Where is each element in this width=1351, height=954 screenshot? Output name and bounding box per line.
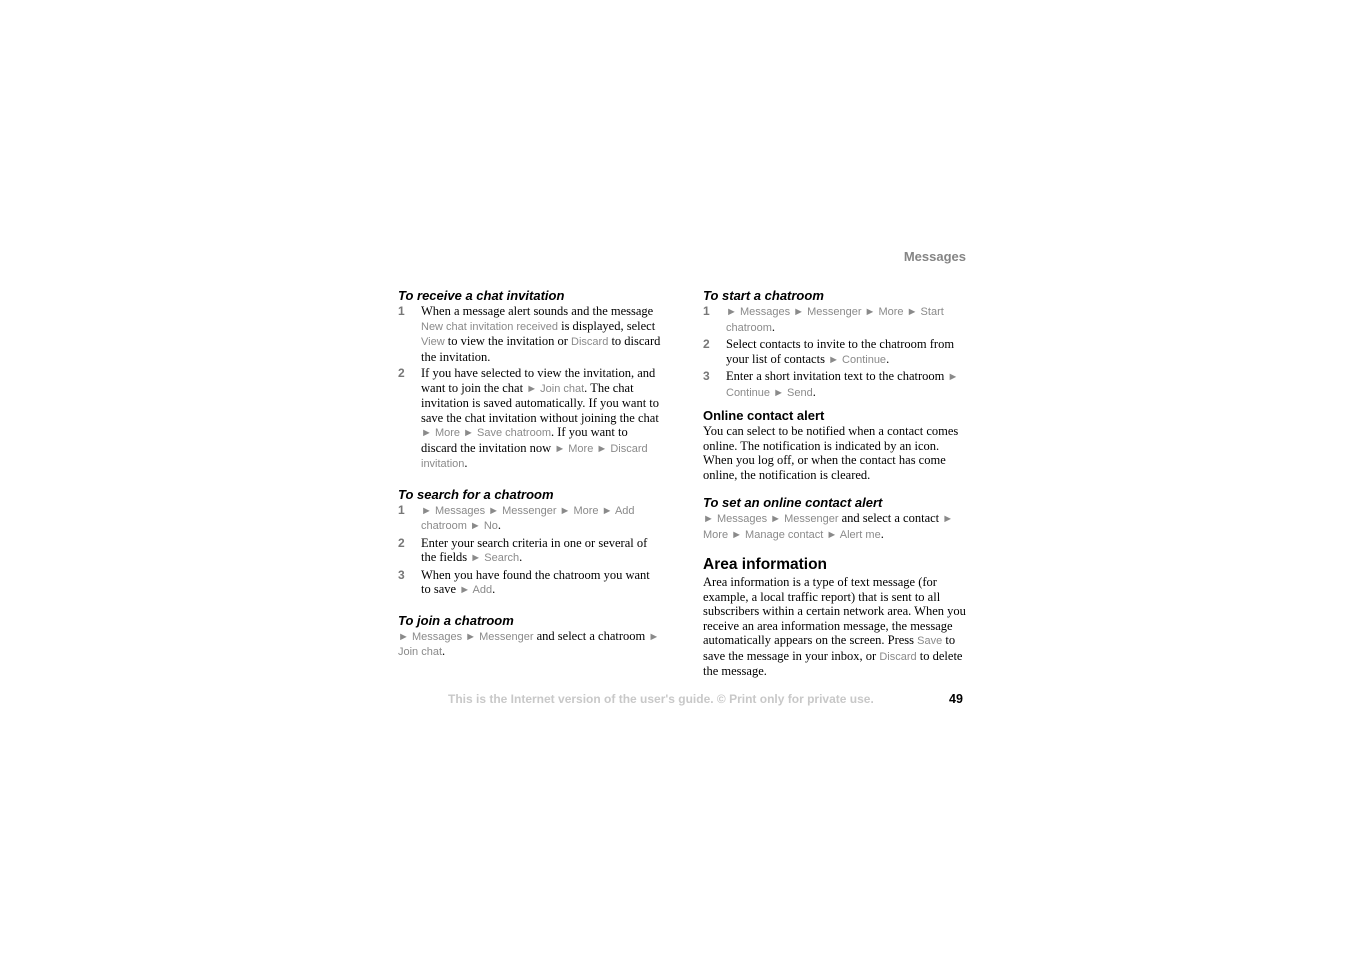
receive-invitation-steps xyxy=(398,304,662,472)
online-alert-heading: Online contact alert xyxy=(703,408,825,423)
join-chatroom-heading: To join a chatroom xyxy=(398,612,514,628)
search-chatroom-steps xyxy=(398,503,662,598)
menu-command: ► Messages ► Messenger xyxy=(703,513,839,525)
menu-command: New chat invitation received xyxy=(421,320,558,333)
left-column xyxy=(398,288,662,660)
step-text: ► Messages ► Messenger ► More ► Start chatroom. xyxy=(726,306,944,334)
menu-command: Discard xyxy=(879,650,917,663)
menu-command: ► More ► Manage contact ► Alert me xyxy=(703,513,954,541)
menu-command: ► Continue ► Send xyxy=(726,371,959,399)
step-text: Enter a short invitation text to the chatroom ► Continue ► Send. xyxy=(726,369,959,399)
step-text: ► Messages ► Messenger ► More ► Add chatroom ► No. xyxy=(421,504,635,532)
step-text: Enter your search criteria in one or several of the fields ► Search. xyxy=(421,535,648,564)
menu-command: ► Join chat xyxy=(398,630,660,658)
step-number: 1 xyxy=(398,304,405,318)
menu-command: Save xyxy=(917,635,943,647)
step-number: 2 xyxy=(398,535,405,550)
set-alert-heading: To set an online contact alert xyxy=(703,495,883,510)
menu-command: ► Search xyxy=(470,552,520,564)
footer-notice: This is the Internet version of the user's guide. © Print only for private use. xyxy=(448,692,874,706)
right-column xyxy=(703,288,967,679)
area-information-text: Area information is a type of text message (for example, a local traffic report) that is sent to all subscribers within a certain network area. When you receive an area information message, the message automatically appears on the screen. Press Save to save the message in your inbox, or Discard to delete the message. xyxy=(703,575,966,678)
list-item xyxy=(703,369,967,400)
list-item xyxy=(398,568,662,598)
chapter-header: Messages xyxy=(903,249,966,264)
menu-command: ► Messages ► Messenger xyxy=(398,630,534,643)
step-number: 1 xyxy=(703,304,710,318)
list-item xyxy=(398,304,662,364)
list-item xyxy=(398,366,662,472)
step-number: 2 xyxy=(398,366,405,380)
list-item xyxy=(703,304,967,335)
search-chatroom-heading: To search for a chatroom xyxy=(398,486,554,502)
menu-command: ► More ► Discard invitation xyxy=(421,442,648,470)
menu-command: ► Messages ► Messenger ► More ► Start chatroom xyxy=(726,306,944,334)
start-chatroom-heading: To start a chatroom xyxy=(703,288,824,303)
step-text: When you have found the chatroom you want to save ► Add. xyxy=(421,567,650,596)
list-item xyxy=(398,503,662,534)
step-text: When a message alert sounds and the message New chat invitation received is displayed, select View to view the invitation or Discard to discard the invitation. xyxy=(421,304,661,364)
menu-command: ► Continue xyxy=(828,353,887,366)
list-item xyxy=(703,337,967,367)
menu-command: View xyxy=(421,336,445,348)
step-number: 3 xyxy=(703,369,710,383)
step-text: If you have selected to view the invitation, and want to join the chat ► Join chat. The chat invitation is saved automatically. If you want to save the chat invitation without joining the chat ► More ► Save chatroom. If you want to discard the invitation now ► More ► Discard invitation. xyxy=(421,366,660,470)
start-chatroom-steps xyxy=(703,304,967,400)
step-number: 3 xyxy=(398,567,405,582)
menu-command: Discard xyxy=(571,336,609,348)
step-number: 2 xyxy=(703,337,710,351)
page-number: 49 xyxy=(949,692,963,706)
step-number: 1 xyxy=(398,502,405,517)
area-information-heading: Area information xyxy=(703,556,828,573)
menu-command: ► More ► Save chatroom xyxy=(421,427,551,439)
menu-command: ► Messages ► Messenger ► More ► Add chatroom ► No xyxy=(421,504,635,532)
receive-invitation-heading: To receive a chat invitation xyxy=(398,288,565,303)
menu-command: ► Add xyxy=(459,584,493,596)
step-text: Select contacts to invite to the chatroom from your list of contacts ► Continue. xyxy=(726,337,955,366)
set-alert-text: ► Messages ► Messenger and select a contact ► More ► Manage contact ► Alert me. xyxy=(703,511,954,541)
join-chatroom-text: ► Messages ► Messenger and select a chatroom ► Join chat. xyxy=(398,628,660,658)
online-alert-text: You can select to be notified when a contact comes online. The notification is indicated by an icon. When you log off, or when the contact has come online, the notification is cleared. xyxy=(703,424,959,482)
menu-command: ► Join chat xyxy=(526,382,585,395)
list-item xyxy=(398,536,662,566)
